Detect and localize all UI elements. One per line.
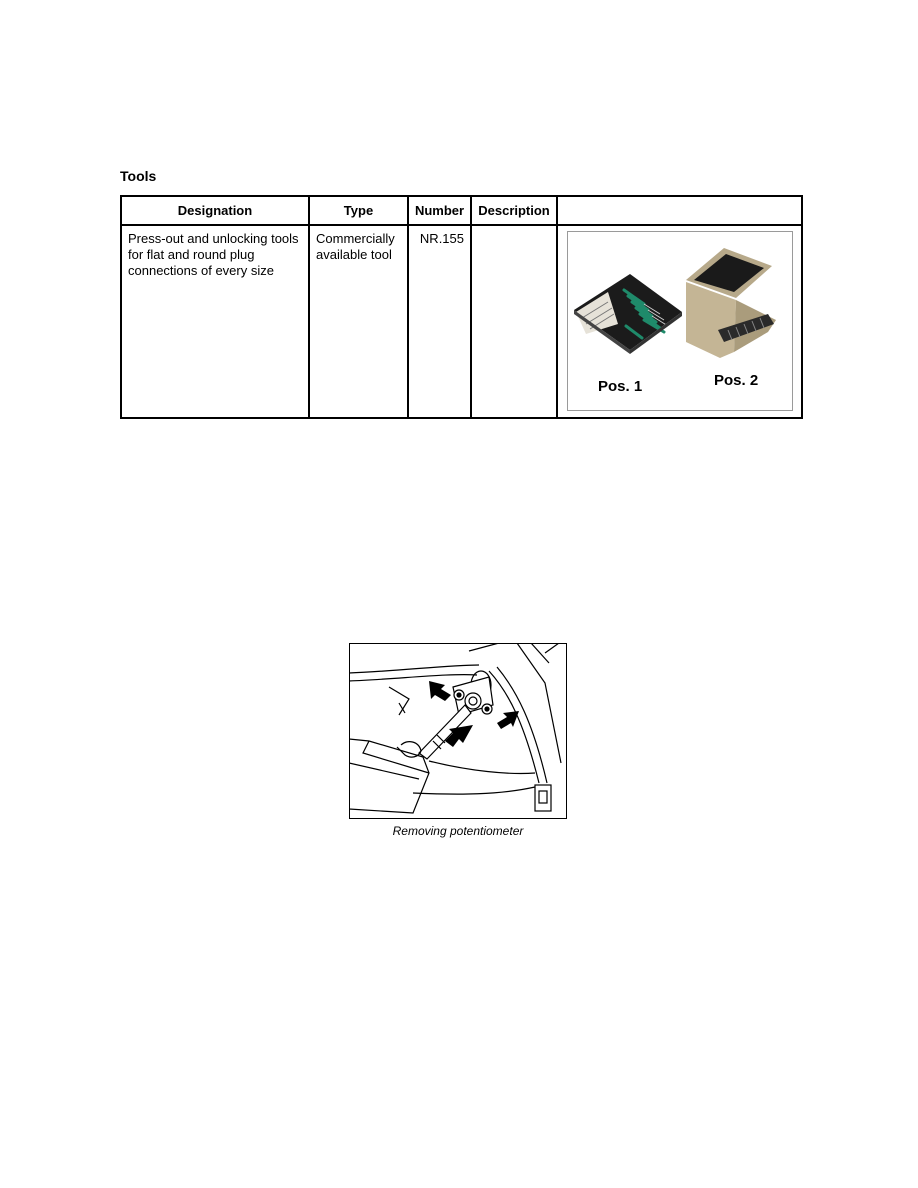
table-header-row bbox=[121, 196, 802, 225]
table-row bbox=[121, 225, 802, 418]
description-text bbox=[472, 226, 556, 236]
tool-case-pos2-icon bbox=[686, 248, 776, 358]
designation-text: Press-out and unlocking tools for flat and round plug connections of every size bbox=[128, 231, 299, 278]
header-description: Description bbox=[471, 196, 557, 225]
cell-number bbox=[408, 225, 471, 418]
figure-caption: Removing potentiometer bbox=[392, 824, 524, 838]
cell-image bbox=[557, 225, 802, 418]
header-image bbox=[557, 196, 802, 225]
header-type: Type bbox=[309, 196, 408, 225]
pos2-label: Pos. 2 bbox=[714, 372, 759, 389]
potentiometer-removal-icon bbox=[349, 643, 567, 819]
tool-case-pos1-icon bbox=[574, 274, 682, 354]
pos1-label: Pos. 1 bbox=[598, 378, 643, 395]
tool-kit-image bbox=[567, 231, 793, 411]
tools-table bbox=[120, 195, 803, 419]
cell-description bbox=[471, 225, 557, 418]
type-text: Commercially available tool bbox=[316, 231, 395, 262]
number-text: NR.155 bbox=[419, 231, 464, 246]
potentiometer-figure bbox=[349, 643, 567, 819]
header-number: Number bbox=[408, 196, 471, 225]
cell-designation bbox=[121, 225, 309, 418]
section-title: Tools bbox=[120, 168, 157, 184]
header-designation: Designation bbox=[121, 196, 309, 225]
cell-type bbox=[309, 225, 408, 418]
